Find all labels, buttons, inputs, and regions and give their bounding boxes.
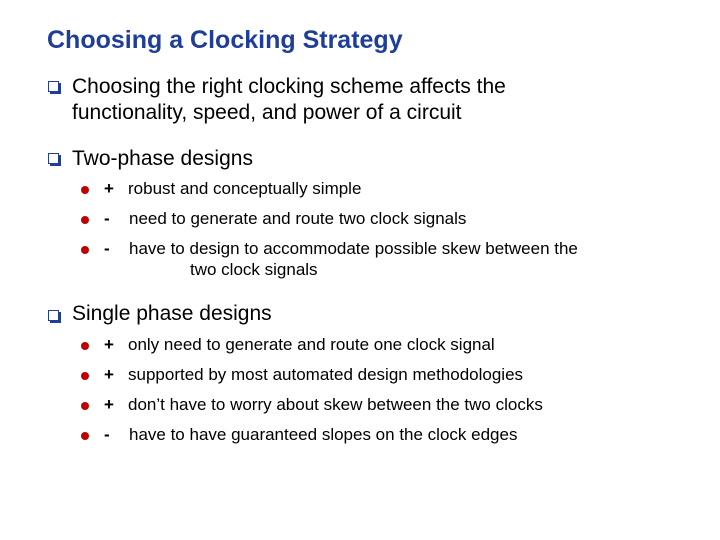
round-bullet-icon [81, 216, 89, 224]
round-bullet-icon [81, 372, 89, 380]
point-2-item-1: robust and conceptually simple [128, 179, 362, 198]
round-bullet-icon [81, 402, 89, 410]
round-bullet-icon [81, 432, 89, 440]
round-bullet-icon [81, 186, 89, 194]
sign-plus: + [104, 395, 114, 414]
point-3-item-4: have to have guaranteed slopes on the clock edges [129, 425, 518, 444]
point-2-item-3-continued: two clock signals [190, 260, 318, 279]
point-1-line-2: functionality, speed, and power of a circuit [72, 101, 462, 124]
square-bullet-icon [48, 310, 59, 321]
point-2-heading: Two-phase designs [72, 147, 253, 170]
point-3-heading: Single phase designs [72, 302, 272, 325]
sign-plus: + [104, 365, 114, 384]
square-bullet-icon [48, 81, 59, 92]
sign-plus: + [104, 335, 114, 354]
point-3-item-1: only need to generate and route one clock signal [128, 335, 495, 354]
point-3-item-2: supported by most automated design methodologies [128, 365, 524, 384]
slide-title: Choosing a Clocking Strategy [47, 26, 403, 54]
point-2-item-2: need to generate and route two clock signals [129, 209, 467, 228]
sign-minus: - [104, 425, 110, 444]
point-3-item-3: don’t have to worry about skew between the two clocks [128, 395, 543, 414]
round-bullet-icon [81, 246, 89, 254]
square-bullet-icon [48, 153, 59, 164]
sign-plus: + [104, 179, 114, 198]
sign-minus: - [104, 239, 110, 258]
point-1-line-1: Choosing the right clocking scheme affects the [72, 75, 506, 98]
point-2-item-3: have to design to accommodate possible skew between the [129, 239, 578, 258]
round-bullet-icon [81, 342, 89, 350]
sign-minus: - [104, 209, 110, 228]
